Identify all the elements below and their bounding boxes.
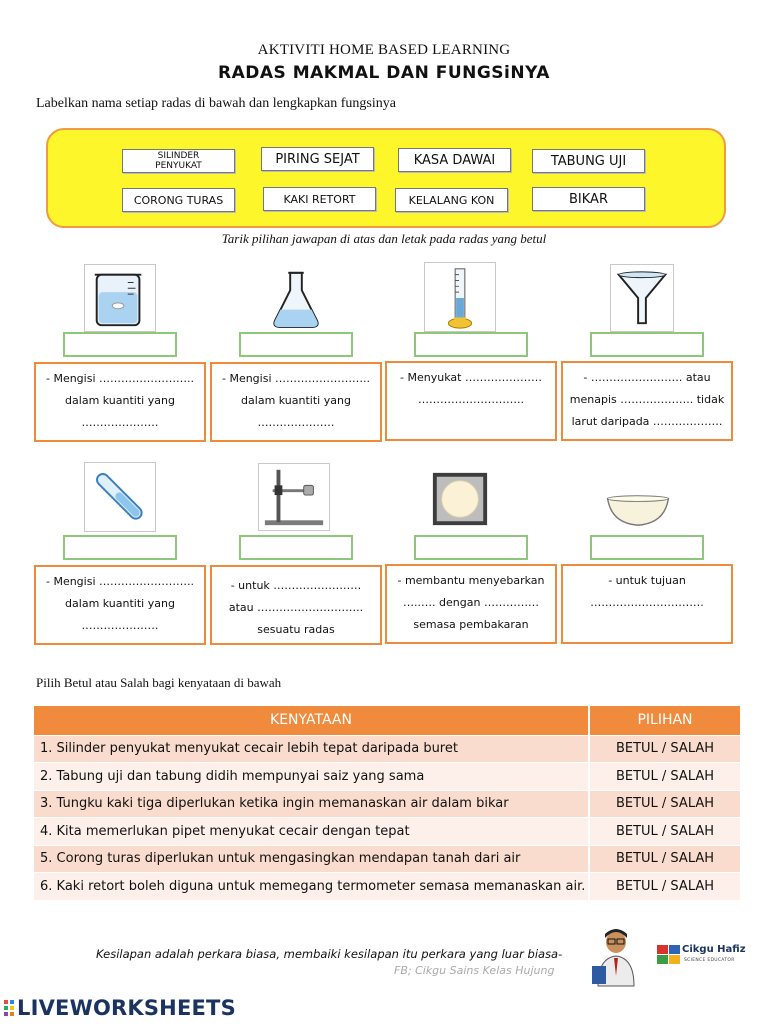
quote-source: FB; Cikgu Sains Kelas Hujung	[394, 964, 555, 977]
answer-box-4[interactable]	[590, 332, 704, 357]
function-line: ………………………..	[418, 393, 524, 406]
word-chip-bikar[interactable]: BIKAR	[532, 187, 645, 211]
function-box-3	[385, 361, 557, 441]
table-row	[34, 818, 740, 846]
column-header-choice: PILIHAN	[589, 706, 740, 735]
choice-cell[interactable]: BETUL / SALAH	[589, 873, 740, 901]
page-subtitle: RADAS MAKMAL DAN FUNGSiNYA	[218, 63, 550, 83]
answer-box-1[interactable]	[63, 332, 177, 357]
function-box-4	[561, 361, 733, 441]
measuring-cylinder-icon	[424, 262, 496, 332]
statements-table	[34, 706, 740, 901]
function-box-2	[210, 362, 382, 442]
function-box-1	[34, 362, 206, 442]
function-line: - ……………………. atau	[583, 371, 711, 384]
statement-cell: 1. Silinder penyukat menyukat cecair lebih tepat daripada buret	[34, 735, 589, 763]
word-chip-kasa-dawai[interactable]: KASA DAWAI	[398, 148, 511, 172]
function-line: dalam kuantiti yang	[241, 394, 351, 407]
function-line: semasa pembakaran	[413, 618, 529, 631]
evaporating-dish-icon	[600, 490, 676, 530]
function-line: …..…. dengan ……………	[403, 596, 539, 609]
function-line: - Mengisi ……………………..	[45, 575, 194, 588]
function-line: …………………	[81, 416, 159, 429]
brand-logo-icon	[4, 1000, 14, 1016]
statement-cell: 6. Kaki retort boleh diguna untuk memegang termometer semasa memanaskan air.	[34, 873, 589, 901]
table-row	[34, 873, 740, 901]
instruction-label-task: Labelkan nama setiap radas di bawah dan lengkapkan fungsinya	[36, 96, 396, 111]
choice-cell[interactable]: BETUL / SALAH	[589, 735, 740, 763]
function-line: - Mengisi ……………………..	[221, 372, 370, 385]
table-row	[34, 735, 740, 763]
logo-name: Cikgu Hafiz	[682, 944, 746, 955]
function-box-8	[561, 564, 733, 644]
column-header-statement: KENYATAAN	[34, 706, 589, 735]
word-chip-tabung-uji[interactable]: TABUNG UJI	[532, 149, 645, 173]
function-line: dalam kuantiti yang	[65, 597, 175, 610]
word-chip-kaki-retort[interactable]: KAKI RETORT	[263, 187, 376, 211]
choice-cell[interactable]: BETUL / SALAH	[589, 845, 740, 873]
function-line: sesuatu radas	[257, 623, 335, 636]
table-row	[34, 845, 740, 873]
page-title: AKTIVITI HOME BASED LEARNING	[257, 42, 511, 58]
word-chip-kelalang-kon[interactable]: KELALANG KON	[395, 188, 508, 212]
function-line: dalam kuantiti yang	[65, 394, 175, 407]
function-line: - membantu menyebarkan	[397, 574, 545, 587]
function-line: menapis ……………….. tidak	[569, 393, 725, 406]
answer-box-7[interactable]	[414, 535, 528, 560]
retort-stand-icon	[258, 463, 330, 531]
function-box-5	[34, 565, 206, 645]
word-chip-piring-sejat[interactable]: PIRING SEJAT	[261, 147, 374, 171]
statement-cell: 3. Tungku kaki tiga diperlukan ketika ingin memanaskan air dalam bikar	[34, 790, 589, 818]
statement-cell: 4. Kita memerlukan pipet menyukat cecair dengan tepat	[34, 818, 589, 846]
conical-flask-icon	[264, 264, 328, 332]
wire-gauze-icon	[428, 468, 492, 530]
teacher-avatar-icon	[586, 926, 646, 988]
word-bank	[46, 128, 726, 228]
filter-funnel-icon	[610, 264, 674, 332]
function-line: - untuk ……………………	[230, 579, 362, 592]
statement-cell: 2. Tabung uji dan tabung didih mempunyai saiz yang sama	[34, 763, 589, 791]
function-line: - Mengisi ……………………..	[45, 372, 194, 385]
puzzle-logo-icon	[656, 944, 682, 966]
cikgu-hafiz-logo	[654, 938, 746, 972]
word-chip-corong-turas[interactable]: CORONG TURAS	[122, 188, 235, 212]
motivational-quote: Kesilapan adalah perkara biasa, membaiki kesilapan itu perkara yang luar biasa-	[96, 947, 563, 961]
answer-box-5[interactable]	[63, 535, 177, 560]
liveworksheets-brand[interactable]	[4, 996, 236, 1020]
function-box-7	[385, 564, 557, 644]
function-line: …………………	[257, 416, 335, 429]
function-line: …………………	[81, 619, 159, 632]
choice-cell[interactable]: BETUL / SALAH	[589, 763, 740, 791]
statement-cell: 5. Corong turas diperlukan untuk mengasingkan mendapan tanah dari air	[34, 845, 589, 873]
choice-cell[interactable]: BETUL / SALAH	[589, 790, 740, 818]
logo-tagline: SCIENCE EDUCATOR	[684, 958, 735, 963]
answer-box-3[interactable]	[414, 332, 528, 357]
choice-cell[interactable]: BETUL / SALAH	[589, 818, 740, 846]
function-line: atau ………………………..	[228, 601, 364, 614]
answer-box-6[interactable]	[239, 535, 353, 560]
beaker-icon	[84, 264, 156, 332]
instruction-drag-hint: Tarik pilihan jawapan di atas dan letak pada radas yang betul	[221, 231, 547, 246]
table-row	[34, 763, 740, 791]
answer-box-8[interactable]	[590, 535, 704, 560]
function-box-6	[210, 565, 382, 645]
function-line: larut daripada ……………….	[571, 415, 723, 428]
function-line: - untuk tujuan	[608, 574, 686, 587]
word-chip-silinder-penyukat[interactable]: SILINDER PENYUKAT	[122, 149, 235, 173]
answer-box-2[interactable]	[239, 332, 353, 357]
brand-name: LIVEWORKSHEETS	[17, 996, 236, 1020]
table-row	[34, 790, 740, 818]
function-line: ………………………….	[590, 596, 704, 609]
instruction-true-false: Pilih Betul atau Salah bagi kenyataan di bawah	[36, 675, 282, 690]
function-line: - Menyukat …………………	[400, 371, 542, 384]
test-tube-icon	[84, 462, 156, 532]
